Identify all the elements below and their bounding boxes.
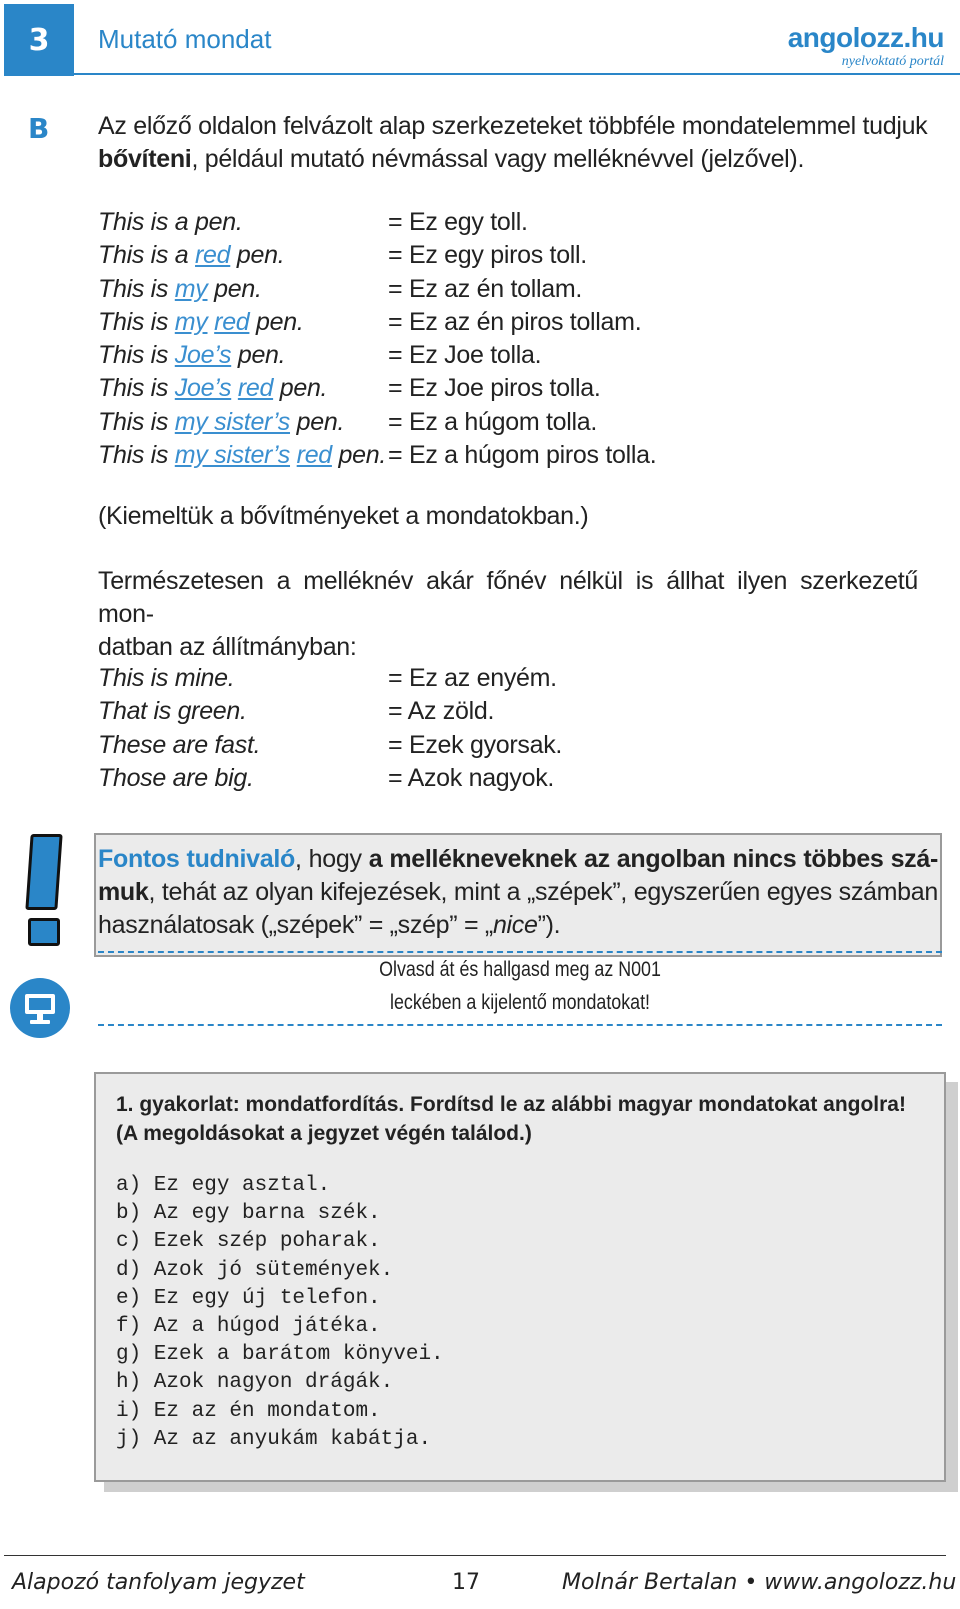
highlighted-word: red: [195, 241, 231, 270]
important-text-1: , hogy: [294, 845, 369, 873]
example2-hungarian: = Azok nagyok.: [388, 763, 555, 792]
footer-left: Alapozó tanfolyam jegyzet: [12, 1570, 305, 1595]
important-italic: nice: [492, 911, 538, 939]
example-english: [98, 306, 388, 339]
example-text: pen.: [273, 374, 328, 403]
example-hungarian: = Ez a húgom piros tolla.: [388, 441, 657, 470]
highlighted-word: red: [214, 307, 250, 336]
example-english: [98, 372, 388, 405]
exercise-item: f) Az a húgod játéka.: [116, 1315, 381, 1339]
example-text: pen.: [249, 307, 304, 336]
example-text: This is: [98, 307, 175, 336]
important-bold: a mellékneveknek az angolban nincs többes szá-muk: [98, 845, 938, 906]
example-text: pen.: [290, 407, 345, 436]
example2-english: That is green.: [98, 697, 247, 726]
example2-english: This is mine.: [98, 664, 235, 692]
brand-subtitle: nyelvoktató portál: [841, 54, 944, 69]
example-text: pen.: [207, 274, 262, 303]
highlighted-word: my sister’s: [174, 407, 291, 436]
example-text: pen.: [231, 341, 286, 370]
exclamation-dot-icon: [28, 918, 60, 946]
example2-english: These are fast.: [98, 730, 261, 759]
listen-note-line2: leckében a kijelentő mondatokat!: [390, 991, 650, 1014]
example-text: This is: [98, 341, 175, 370]
exercise-item: g) Ezek a barátom könyvei.: [116, 1343, 444, 1367]
exercise-title: 1. gyakorlat: mondatfordítás. Fordítsd le az alábbi magyar mondatokat angolra! (A megoldásokat a jegyzet végén találod.): [116, 1093, 906, 1145]
brand-logo[interactable]: angolozz.hu: [787, 22, 944, 53]
example2-english: Those are big.: [98, 763, 254, 792]
example-english: [98, 339, 388, 372]
exercise-item: b) Az egy barna szék.: [116, 1202, 381, 1226]
example2-hungarian: = Az zöld.: [388, 697, 495, 726]
highlighted-word: Joe’s: [174, 341, 232, 370]
exercise-item: c) Ezek szép poharak.: [116, 1230, 381, 1254]
exercise-item: i) Ez az én mondatom.: [116, 1399, 381, 1423]
footer-divider: [4, 1555, 946, 1556]
header-divider: [74, 73, 960, 75]
example-text: This is: [98, 374, 175, 403]
example-english: [98, 239, 388, 272]
highlighted-word: my sister’s: [174, 441, 291, 470]
example-row: [98, 306, 656, 339]
important-text-3: ”).: [537, 911, 561, 939]
intro-bold: bővíteni: [98, 145, 192, 173]
example-row: [98, 406, 656, 439]
intro-text-1: Az előző oldalon felvázolt alap szerkezeteket többféle mondatelemmel tudjuk: [98, 112, 928, 140]
example-row: [98, 273, 656, 306]
example-text: pen.: [331, 441, 387, 470]
dashed-divider-top: [98, 951, 942, 953]
highlighted-word: red: [296, 441, 332, 470]
example2-row: [98, 762, 562, 795]
example-row: [98, 239, 656, 272]
example-hungarian: = Ez az én tollam.: [388, 274, 583, 303]
example-hungarian: = Ez az én piros tollam.: [388, 307, 642, 336]
listen-note-line1: Olvasd át és hallgasd meg az N001: [379, 958, 661, 981]
exercise-item: h) Azok nagyon drágák.: [116, 1371, 394, 1395]
exercise-item: a) Ez egy asztal.: [116, 1174, 331, 1197]
highlighted-word: my: [174, 307, 208, 336]
intro-text-2: , például mutató névmással vagy melléknévvel (jelzővel).: [191, 145, 805, 173]
dashed-divider-bottom: [98, 1024, 942, 1026]
section-letter: B: [28, 112, 50, 145]
adjective-paragraph-line2: datban az állítmányban:: [98, 633, 357, 661]
example-text: pen.: [195, 208, 243, 236]
example-row: [98, 372, 656, 405]
page-number: 17: [452, 1570, 480, 1595]
example-sentences-2: [98, 662, 562, 795]
adjective-paragraph-line1: Természetesen a melléknév akár főnév nélkül is állhat ilyen szerkezetű mon-: [98, 567, 918, 628]
highlighted-word: Joe’s: [174, 374, 232, 403]
example-row: [98, 206, 656, 239]
page-title: Mutató mondat: [98, 24, 272, 54]
adjective-paragraph: [98, 565, 918, 664]
computer-icon: [10, 978, 70, 1038]
example-text: This is: [98, 407, 175, 436]
example-text: This is: [98, 441, 175, 470]
example-hungarian: = Ez a húgom tolla.: [388, 407, 598, 436]
highlighted-word: red: [237, 374, 274, 403]
example-sentences: [98, 206, 656, 472]
example2-row: [98, 729, 562, 762]
important-text: [98, 843, 938, 942]
example-english: [98, 406, 388, 439]
exercise-item: e) Ez egy új telefon.: [116, 1286, 381, 1310]
example-text: This is a: [98, 208, 196, 236]
example2-row: [98, 695, 562, 728]
intro-paragraph: [98, 110, 928, 176]
example-english: [98, 439, 388, 472]
highlighted-word: my: [174, 274, 208, 303]
example-text: This is: [98, 274, 175, 303]
exercise-item: d) Azok jó sütemények.: [116, 1258, 394, 1282]
example-text: pen.: [230, 241, 285, 270]
example2-hungarian: = Ezek gyorsak.: [388, 730, 563, 759]
example2-hungarian: = Ez az enyém.: [388, 664, 557, 692]
exercise-list: [116, 1172, 444, 1454]
example-hungarian: = Ez Joe piros tolla.: [388, 374, 601, 403]
chapter-number-badge: 3: [4, 4, 74, 76]
example2-row: [98, 662, 562, 695]
example-english: [98, 273, 388, 306]
example-hungarian: = Ez egy piros toll.: [388, 241, 587, 270]
highlight-note: (Kiemeltük a bővítményeket a mondatokban.): [98, 502, 589, 530]
example-text: This is a: [98, 241, 196, 270]
example-english: [98, 206, 388, 239]
important-text-2: , tehát az olyan kifejezések, mint a „szépek”, egyszerűen egyes számban használatosak („szépek” = „szép” = „: [98, 878, 938, 939]
exercise-item: j) Az az anyukám kabátja.: [116, 1427, 432, 1451]
example-hungarian: = Ez Joe tolla.: [388, 341, 542, 370]
important-accent: Fontos tudnivaló: [98, 845, 295, 873]
example-hungarian: = Ez egy toll.: [388, 208, 528, 236]
example-row: [98, 339, 656, 372]
example-row: [98, 439, 656, 472]
footer-right: Molnár Bertalan • www.angolozz.hu: [562, 1570, 957, 1595]
exclamation-icon: [25, 834, 62, 910]
